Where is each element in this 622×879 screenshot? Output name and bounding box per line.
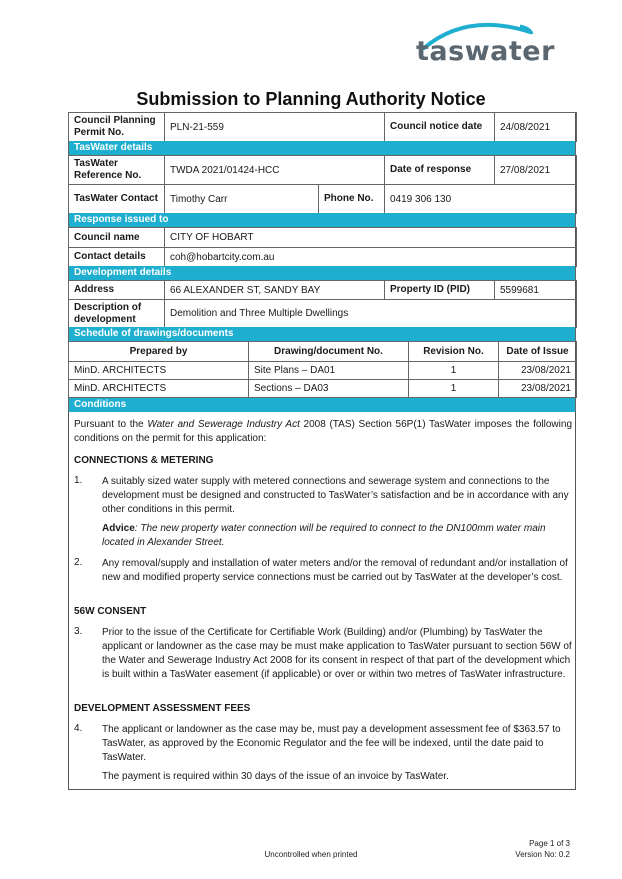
intro-text-a: Pursuant to the bbox=[74, 419, 148, 430]
footer-version: Version No: 0.2 bbox=[515, 850, 570, 859]
advice-label: Advice bbox=[102, 523, 135, 534]
address-value: 66 ALEXANDER ST, SANDY BAY bbox=[165, 281, 385, 300]
council-name-value: CITY OF HOBART bbox=[165, 228, 577, 248]
contact-value: Timothy Carr bbox=[165, 185, 319, 214]
development-table bbox=[68, 280, 577, 328]
date-of-response-value: 27/08/2021 bbox=[495, 156, 577, 185]
condition-2-text: Any removal/supply and installation of water meters and/or the removal of redundant and/or installation of new and modified property service connections must be carried out by TasWater at the developer’s cost. bbox=[102, 558, 568, 583]
condition-1-number: 1. bbox=[74, 475, 83, 486]
col-prepared-by: Prepared by bbox=[69, 342, 249, 362]
condition-2-number: 2. bbox=[74, 557, 83, 568]
description-value: Demolition and Three Multiple Dwellings bbox=[165, 300, 577, 328]
revision-cell: 1 bbox=[409, 362, 499, 380]
connections-heading: CONNECTIONS & METERING bbox=[74, 455, 214, 466]
date-of-response-label: Date of response bbox=[385, 156, 495, 185]
schedule-header-row bbox=[69, 342, 577, 362]
notice-date-value: 24/08/2021 bbox=[495, 113, 577, 142]
contact-label: TasWater Contact bbox=[69, 185, 165, 214]
condition-3-number: 3. bbox=[74, 626, 83, 637]
advice-note bbox=[102, 522, 572, 550]
permit-table bbox=[68, 112, 577, 142]
footer-page: Page 1 of 3 bbox=[529, 839, 570, 848]
address-label: Address bbox=[69, 281, 165, 300]
table-row bbox=[69, 380, 577, 398]
schedule-table bbox=[68, 341, 577, 398]
col-date-of-issue: Date of Issue bbox=[499, 342, 577, 362]
condition-4-text: The applicant or landowner as the case may be, must pay a development assessment fee of $363.57 to TasWater, as approved by the Economic Regulator and the fee will be indexed, until the date paid to TasWater. bbox=[102, 724, 561, 763]
payment-note: The payment is required within 30 days of the issue of an invoice by TasWater. bbox=[102, 771, 449, 782]
drawing-no-cell: Sections – DA03 bbox=[249, 380, 409, 398]
notice-date-label: Council notice date bbox=[385, 113, 495, 142]
conditions-intro bbox=[74, 418, 572, 446]
condition-3-text: Prior to the issue of the Certificate for Certifiable Work (Building) and/or (Plumbing) by TasWater the applicant or landowner as the case may be must make application to TasWater pursuant to section 56W of the Water and Sewerage Industry Act 2008 for its consent in respect of that part of the development which is built within a TasWater easement (if applicable) or over or within two metres of TasWater infrastructure. bbox=[102, 627, 572, 680]
prepared-by-cell: MinD. ARCHITECTS bbox=[69, 362, 249, 380]
reference-label: TasWater Reference No. bbox=[69, 156, 165, 185]
section-conditions: Conditions bbox=[68, 398, 576, 412]
table-row bbox=[69, 362, 577, 380]
section-taswater-details: TasWater details bbox=[68, 141, 576, 155]
date-cell: 23/08/2021 bbox=[499, 380, 577, 398]
contact-details-label: Contact details bbox=[69, 248, 165, 267]
taswater-details-table bbox=[68, 155, 577, 214]
condition-1-text: A suitably sized water supply with metered connections and sewerage system and connections to the development must be designed and constructed to TasWater’s satisfaction and be in accordance with any other conditions in this permit. bbox=[102, 476, 569, 515]
section-development-details: Development details bbox=[68, 266, 576, 280]
col-revision: Revision No. bbox=[409, 342, 499, 362]
consent-heading: 56W CONSENT bbox=[74, 606, 147, 617]
property-id-value: 5599681 bbox=[495, 281, 577, 300]
reference-value: TWDA 2021/01424-HCC bbox=[165, 156, 385, 185]
condition-4-number: 4. bbox=[74, 723, 83, 734]
col-drawing-no: Drawing/document No. bbox=[249, 342, 409, 362]
drawing-no-cell: Site Plans – DA01 bbox=[249, 362, 409, 380]
section-response-issued-to: Response issued to bbox=[68, 213, 576, 227]
contact-details-value: coh@hobartcity.com.au bbox=[165, 248, 577, 267]
intro-text-b: 2008 (TAS) Section 56P(1) TasWater imposes the following conditions on the permit for this application: bbox=[74, 419, 573, 444]
revision-cell: 1 bbox=[409, 380, 499, 398]
council-name-label: Council name bbox=[69, 228, 165, 248]
property-id-label: Property ID (PID) bbox=[385, 281, 495, 300]
response-table bbox=[68, 227, 577, 267]
page-title: Submission to Planning Authority Notice bbox=[136, 89, 486, 109]
logo-text: taswater bbox=[416, 36, 555, 67]
permit-no-value: PLN-21-559 bbox=[165, 113, 385, 142]
permit-no-label: Council Planning Permit No. bbox=[69, 113, 165, 142]
phone-label: Phone No. bbox=[319, 185, 385, 214]
prepared-by-cell: MinD. ARCHITECTS bbox=[69, 380, 249, 398]
footer-uncontrolled: Uncontrolled when printed bbox=[264, 850, 358, 859]
fees-heading: DEVELOPMENT ASSESSMENT FEES bbox=[74, 703, 251, 714]
intro-act-name: Water and Sewerage Industry Act bbox=[147, 419, 300, 430]
phone-value: 0419 306 130 bbox=[385, 185, 577, 214]
description-label: Description of development bbox=[69, 300, 165, 328]
section-schedule: Schedule of drawings/documents bbox=[68, 327, 576, 341]
date-cell: 23/08/2021 bbox=[499, 362, 577, 380]
advice-text: : The new property water connection will be required to connect to the DN100mm water main located in Alexander Street. bbox=[102, 523, 546, 548]
